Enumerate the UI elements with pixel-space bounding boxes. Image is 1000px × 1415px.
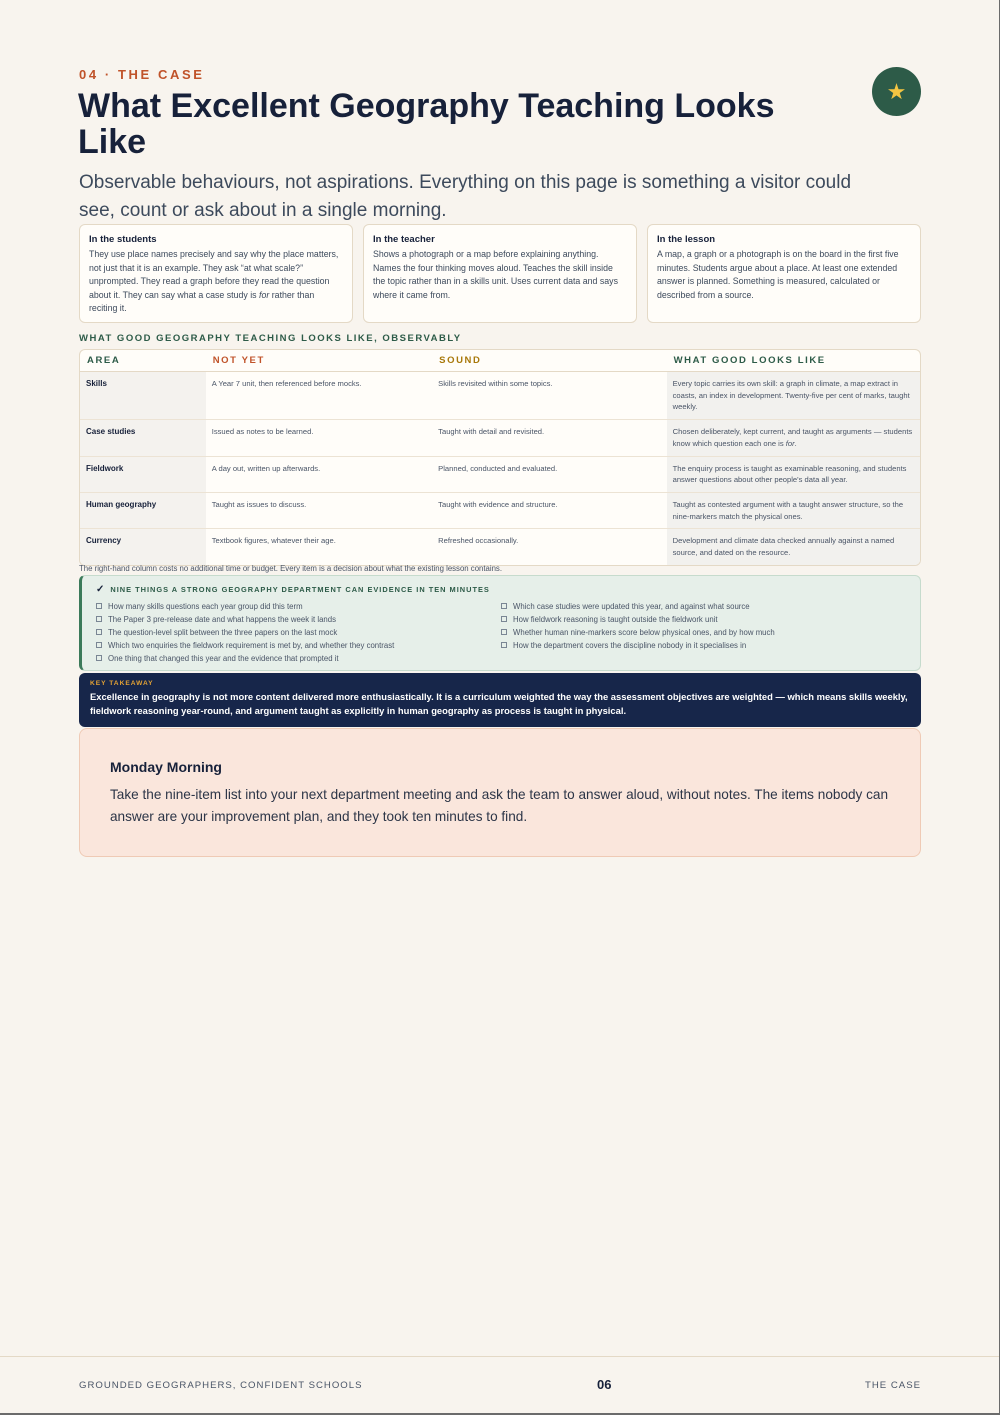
takeaway-text: Excellence in geography is not more content delivered more enthusiastically. It is a curriculum weighted the way the assessment objectives are weighted — which means skills weekly, fieldwork reasoning year-round, and argument taught as explicitly in human geography as process is taught in physical. — [90, 691, 908, 716]
table-note: The right-hand column costs no additional time or budget. Every item is a decision about what the existing lesson contains. — [79, 564, 502, 573]
header-sound: SOUND — [439, 355, 482, 366]
cell-not-yet: A day out, written up afterwards. — [211, 463, 321, 473]
cell-area: Fieldwork — [80, 457, 206, 492]
cell-sound: Skills revisited within some topics. — [438, 379, 553, 388]
card-title: In the lesson — [657, 234, 716, 245]
table-row — [80, 372, 920, 420]
cell-sound: Taught with evidence and structure. — [438, 499, 558, 509]
cell-good: Every topic carries its own skill: a graph in climate, a map extract in coasts, an index in development. Twenty-five per cent of marks, taught weekly. — [667, 372, 920, 419]
cell-good: The enquiry process is taught as examinable reasoning, and students answer questions about other people's data all year. — [667, 457, 920, 492]
card-body: A map, a graph or a photograph is on the board in the first five minutes. Students argue about a place. At least one extended answer is planned. Something is measured, calculated or described from a source. — [657, 249, 899, 300]
checkbox-icon — [501, 642, 507, 648]
table-header — [80, 350, 920, 372]
card-body: Shows a photograph or a map before explaining anything. Names the four thinking moves aloud. Teaches the skill inside the topic rather than in a skills unit. Uses current data and says where it came from. — [373, 249, 618, 300]
checkbox-icon — [501, 629, 507, 635]
monday-morning-box — [79, 728, 921, 857]
header-area: AREA — [87, 355, 121, 366]
checklist-right-column — [501, 600, 906, 665]
checkbox-icon — [96, 655, 102, 661]
card-teacher — [363, 224, 637, 323]
checkbox-icon — [96, 642, 102, 648]
checklist-item[interactable]: Which case studies were updated this year, and against what source — [501, 600, 906, 613]
cell-good: Chosen deliberately, kept current, and taught as arguments — students know which question each one is for. — [667, 420, 920, 455]
checklist-item[interactable]: Whether human nine-markers score below physical ones, and by how much — [501, 626, 906, 639]
footer-divider — [0, 1356, 1000, 1357]
card-students — [79, 224, 353, 323]
table-row — [80, 457, 920, 493]
cell-good: Taught as contested argument with a taught answer structure, so the nine-markers match the physical ones. — [667, 493, 920, 528]
key-takeaway — [79, 673, 921, 727]
page-number: 06 — [597, 1377, 612, 1392]
card-title: In the teacher — [373, 234, 435, 245]
checklist-item[interactable]: The Paper 3 pre-release date and what happens the week it lands — [96, 613, 501, 626]
checklist-title: NINE THINGS A STRONG GEOGRAPHY DEPARTMENT CAN EVIDENCE IN TEN MINUTES — [110, 585, 490, 594]
section-eyebrow: 04 · THE CASE — [79, 67, 205, 82]
cell-not-yet: Textbook figures, whatever their age. — [211, 536, 336, 546]
cell-area: Skills — [80, 372, 206, 419]
checkbox-icon — [96, 629, 102, 635]
checkbox-icon — [96, 616, 102, 622]
checklist-item[interactable]: The question-level split between the three papers on the last mock — [96, 626, 501, 639]
header-good: WHAT GOOD LOOKS LIKE — [673, 355, 826, 366]
comparison-table — [79, 349, 921, 566]
cell-area: Case studies — [80, 420, 206, 455]
card-lesson — [647, 224, 921, 323]
table-label: WHAT GOOD GEOGRAPHY TEACHING LOOKS LIKE, OBSERVABLY — [79, 333, 462, 344]
star-icon: ★ — [872, 67, 921, 116]
monday-text: Take the nine-item list into your next department meeting and ask the team to answer aloud, without notes. The items nobody can answer are your improvement plan, and they took ten minutes to find. — [110, 787, 889, 824]
checklist-item[interactable]: How the department covers the discipline nobody in it specialises in — [501, 639, 906, 652]
cell-area: Currency — [80, 529, 206, 564]
checklist-heading — [96, 584, 906, 595]
card-body: They use place names precisely and say why the place matters, not just that it is an example. They ask “at what scale?” unprompted. They read a graph before they read the question about it. They can say what a case study is for rather than reciting it. — [89, 249, 339, 313]
card-title: In the students — [89, 234, 157, 245]
checklist-item[interactable]: How fieldwork reasoning is taught outside the fieldwork unit — [501, 613, 906, 626]
table-row — [80, 493, 920, 529]
cell-not-yet: Taught as issues to discuss. — [211, 499, 307, 509]
page-subtitle: Observable behaviours, not aspirations. Everything on this page is something a visitor could see, count or ask about in a single morning. — [79, 172, 852, 221]
checklist-item[interactable]: One thing that changed this year and the evidence that prompted it — [96, 652, 501, 665]
cell-sound: Planned, conducted and evaluated. — [438, 463, 558, 473]
monday-title: Monday Morning — [110, 759, 222, 775]
table-row — [80, 420, 920, 456]
evidence-checklist — [79, 575, 921, 671]
footer-section: THE CASE — [865, 1380, 921, 1391]
footer-book-title: GROUNDED GEOGRAPHERS, CONFIDENT SCHOOLS — [79, 1380, 363, 1391]
cell-not-yet: Issued as notes to be learned. — [211, 427, 314, 437]
takeaway-label: KEY TAKEAWAY — [90, 680, 154, 687]
cell-sound: Taught with detail and revisited. — [438, 427, 545, 437]
checkbox-icon — [501, 603, 507, 609]
checklist-item[interactable]: Which two enquiries the fieldwork requirement is met by, and whether they contrast — [96, 639, 501, 652]
header-not-yet: NOT YET — [212, 355, 265, 366]
observation-cards — [79, 224, 921, 323]
checkmark-icon: ✓ — [96, 584, 106, 595]
cell-not-yet: A Year 7 unit, then referenced before mocks. — [211, 379, 362, 388]
checkbox-icon — [501, 616, 507, 622]
table-row — [80, 529, 920, 564]
cell-good: Development and climate data checked annually against a named source, and dated on the resource. — [667, 529, 920, 564]
page-title: What Excellent Geography Teaching Looks Like — [78, 87, 775, 161]
cell-area: Human geography — [80, 493, 206, 528]
checklist-left-column — [96, 600, 501, 665]
cell-sound: Refreshed occasionally. — [438, 536, 519, 546]
checkbox-icon — [96, 603, 102, 609]
checklist-item[interactable]: How many skills questions each year group did this term — [96, 600, 501, 613]
